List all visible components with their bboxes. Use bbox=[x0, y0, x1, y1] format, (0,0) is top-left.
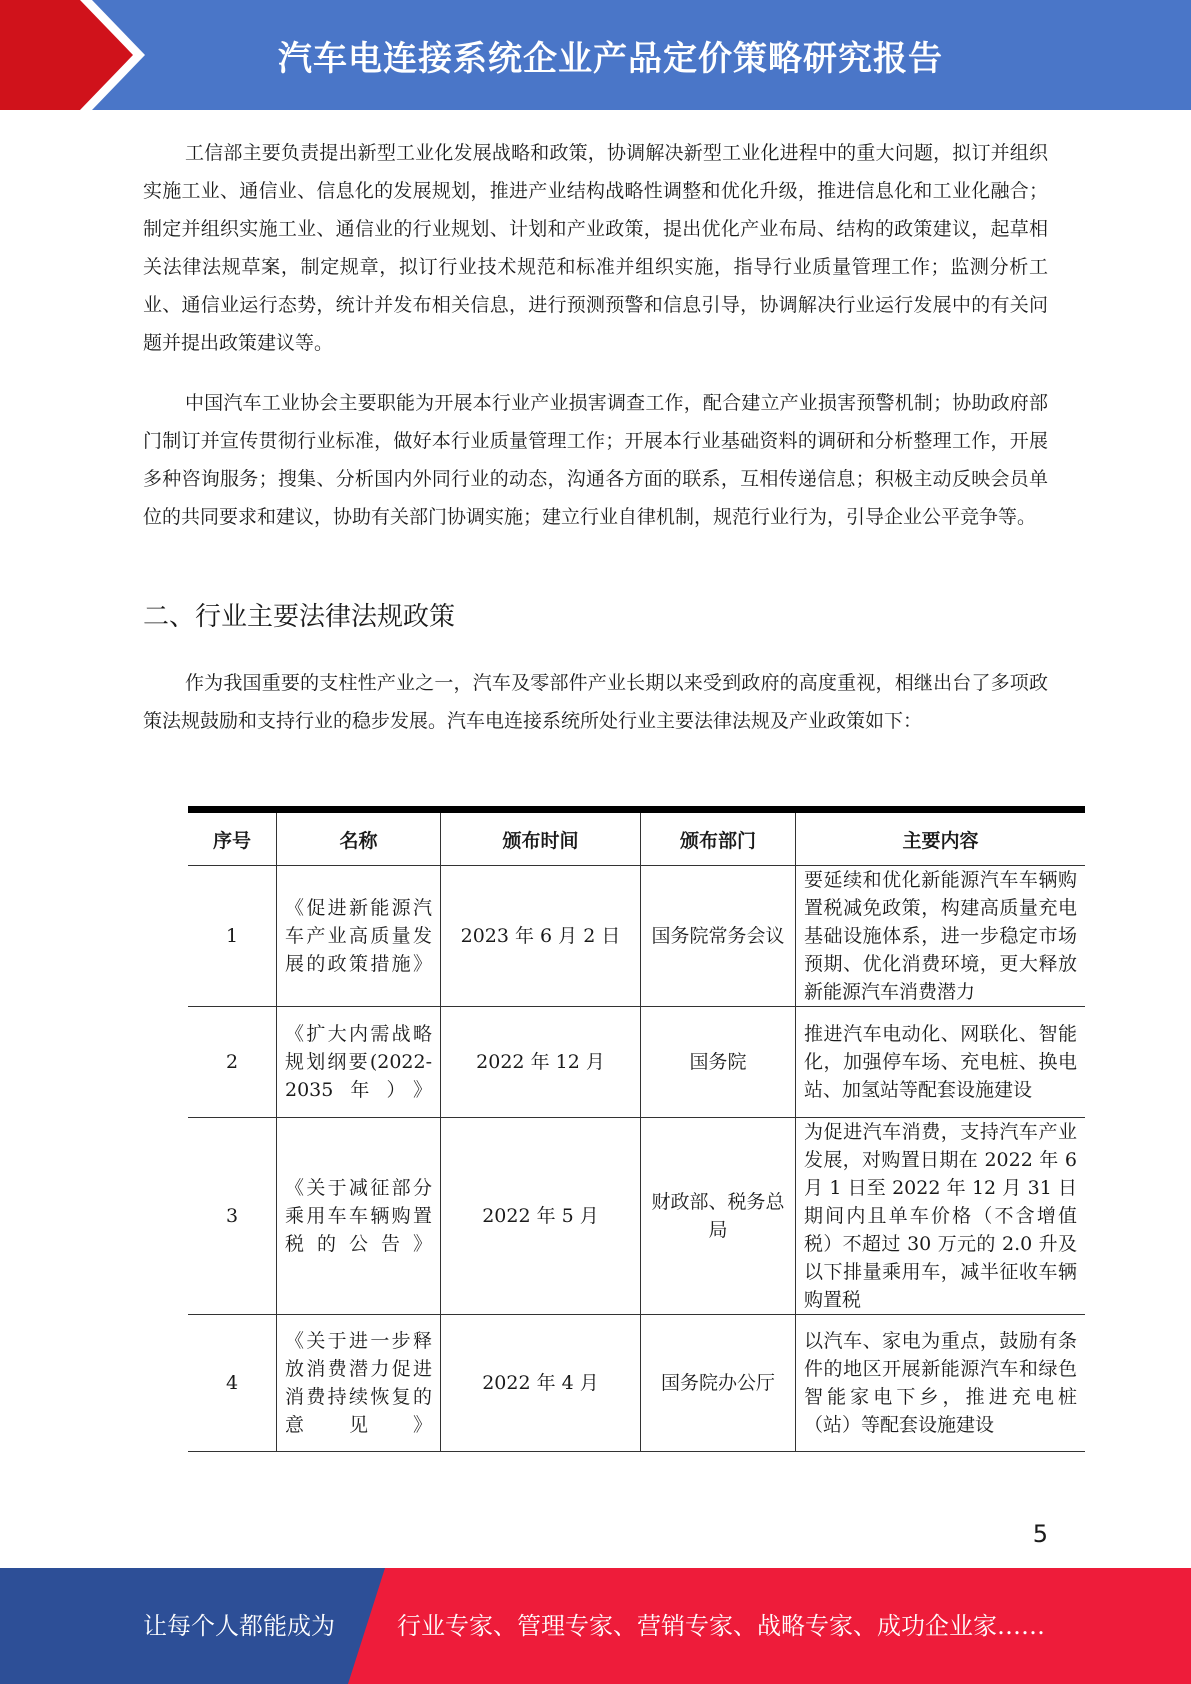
header-banner bbox=[0, 0, 1191, 110]
header-content: 主要内容 bbox=[796, 810, 1086, 866]
footer-slogan-right: 行业专家、管理专家、营销专家、战略专家、成功企业家…… bbox=[397, 1612, 1045, 1640]
table-row bbox=[188, 1118, 1085, 1315]
table-row bbox=[188, 866, 1085, 1007]
row-date: 2022 年 5 月 bbox=[441, 1118, 641, 1315]
table-row bbox=[188, 1315, 1085, 1452]
header-department: 颁布部门 bbox=[641, 810, 796, 866]
table-row bbox=[188, 1007, 1085, 1118]
row-index: 2 bbox=[188, 1007, 277, 1118]
paragraph-policy-intro: 作为我国重要的支柱性产业之一，汽车及零部件产业长期以来受到政府的高度重视，相继出台了多项政策法规鼓励和支持行业的稳步发展。汽车电连接系统所处行业主要法律法规及产业政策如下： bbox=[143, 672, 1048, 732]
page-number: 5 bbox=[1032, 1520, 1048, 1548]
header-index: 序号 bbox=[188, 810, 277, 866]
header-date: 颁布时间 bbox=[441, 810, 641, 866]
row-date: 2022 年 12 月 bbox=[441, 1007, 641, 1118]
row-content: 要延续和优化新能源汽车车辆购置税减免政策，构建高质量充电基础设施体系，进一步稳定市场预期、优化消费环境，更大释放新能源汽车消费潜力 bbox=[796, 866, 1086, 1007]
row-name: 《关于进一步释放消费潜力促进消费持续恢复的意见》 bbox=[277, 1315, 441, 1452]
row-name: 《扩大内需战略规划纲要(2022-2035年）》 bbox=[277, 1007, 441, 1118]
row-department: 国务院常务会议 bbox=[641, 866, 796, 1007]
row-date: 2023 年 6 月 2 日 bbox=[441, 866, 641, 1007]
row-department: 财政部、税务总局 bbox=[641, 1118, 796, 1315]
policy-table bbox=[188, 806, 1085, 1452]
row-department: 国务院 bbox=[641, 1007, 796, 1118]
row-department: 国务院办公厅 bbox=[641, 1315, 796, 1452]
section-heading: 二、行业主要法律法规政策 bbox=[143, 602, 456, 632]
row-content: 为促进汽车消费，支持汽车产业发展，对购置日期在 2022 年 6 月 1 日至 2022 年 12 月 31 日期间内且单车价格（不含增值税）不超过 30 万元的 2.0 升及以下排量乘用车，减半征收车辆购置税 bbox=[796, 1118, 1086, 1315]
row-name: 《关于减征部分乘用车车辆购置税的公告》 bbox=[277, 1118, 441, 1315]
paragraph-miit-duties: 工信部主要负责提出新型工业化发展战略和政策，协调解决新型工业化进程中的重大问题，拟订并组织实施工业、通信业、信息化的发展规划，推进产业结构战略性调整和优化升级，推进信息化和工业化融合；制定并组织实施工业、通信业的行业规划、计划和产业政策，提出优化产业布局、结构的政策建议，起草相关法律法规草案，制定规章，拟订行业技术规范和标准并组织实施，指导行业质量管理工作；监测分析工业、通信业运行态势，统计并发布相关信息，进行预测预警和信息引导，协调解决行业运行发展中的有关问题并提出政策建议等。 bbox=[143, 142, 1048, 354]
table-header-row bbox=[188, 810, 1085, 866]
row-name: 《促进新能源汽车产业高质量发展的政策措施》 bbox=[277, 866, 441, 1007]
paragraph-caam-duties: 中国汽车工业协会主要职能为开展本行业产业损害调查工作，配合建立产业损害预警机制；协助政府部门制订并宣传贯彻行业标准，做好本行业质量管理工作；开展本行业基础资料的调研和分析整理工作，开展多种咨询服务；搜集、分析国内外同行业的动态，沟通各方面的联系，互相传递信息；积极主动反映会员单位的共同要求和建议，协助有关部门协调实施；建立行业自律机制，规范行业行为，引导企业公平竞争等。 bbox=[143, 392, 1048, 528]
row-content: 推进汽车电动化、网联化、智能化，加强停车场、充电桩、换电站、加氢站等配套设施建设 bbox=[796, 1007, 1086, 1118]
header-name: 名称 bbox=[277, 810, 441, 866]
report-title: 汽车电连接系统企业产品定价策略研究报告 bbox=[278, 38, 943, 79]
header-arrow-decoration bbox=[0, 0, 150, 110]
row-index: 3 bbox=[188, 1118, 277, 1315]
row-index: 1 bbox=[188, 866, 277, 1007]
row-content: 以汽车、家电为重点，鼓励有条件的地区开展新能源汽车和绿色智能家电下乡，推进充电桩（站）等配套设施建设 bbox=[796, 1315, 1086, 1452]
footer-banner bbox=[0, 1568, 1191, 1684]
row-index: 4 bbox=[188, 1315, 277, 1452]
footer-slogan-left: 让每个人都能成为 bbox=[143, 1612, 335, 1640]
row-date: 2022 年 4 月 bbox=[441, 1315, 641, 1452]
